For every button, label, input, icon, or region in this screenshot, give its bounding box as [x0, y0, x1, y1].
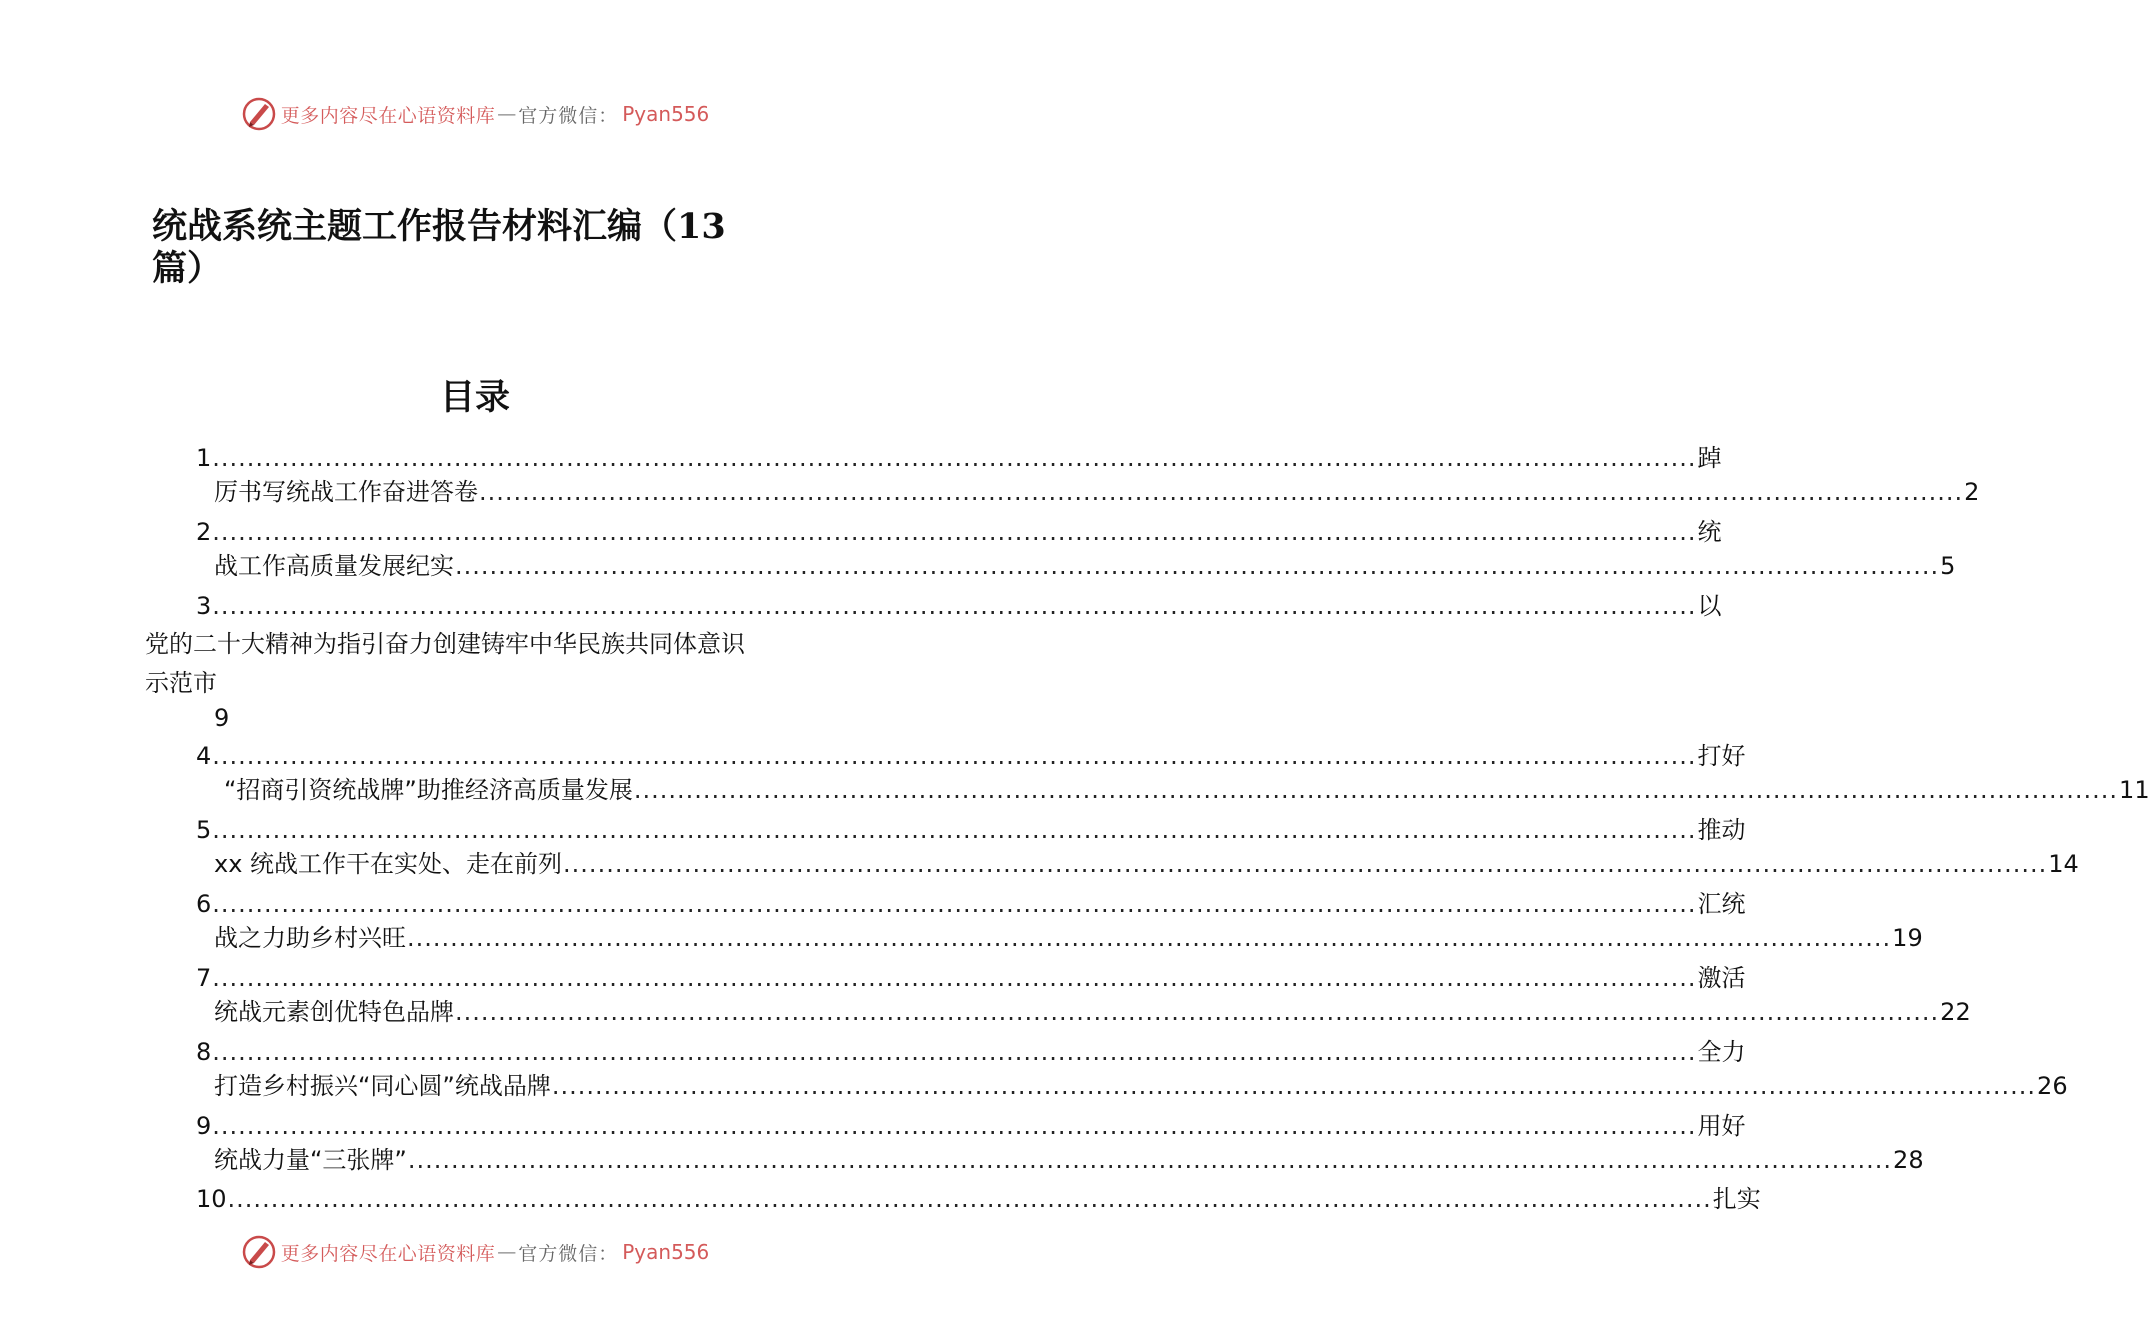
toc-item-2-line2[interactable]	[214, 549, 1956, 583]
toc-item-2-line1[interactable]	[196, 515, 1722, 549]
toc-item-page: 28	[1893, 1146, 1924, 1174]
dot-leader: ............................................................................................................................................................................	[212, 964, 1697, 992]
toc-item-title-start: 全力	[1697, 1038, 1746, 1066]
banner-text: 更多内容尽在心语资料库	[280, 1242, 496, 1265]
toc-item-1-line2[interactable]	[214, 475, 1980, 509]
banner-separator: —	[497, 1241, 517, 1263]
toc-item-page: 22	[1940, 998, 1971, 1026]
toc-item-number: 10	[196, 1185, 227, 1213]
banner-wechat-id: Pyan556	[622, 102, 710, 126]
toc-item-3-title-line3[interactable]: 示范市	[145, 669, 217, 697]
toc-item-8-line1[interactable]	[196, 1035, 1746, 1069]
dot-leader: ............................................................................................................................................................................	[407, 1146, 1893, 1174]
toc-item-number: 2	[196, 518, 212, 546]
dot-leader: ............................................................................................................................................................................	[227, 1185, 1712, 1213]
toc-item-8-line2[interactable]	[214, 1069, 2068, 1103]
toc-item-number: 4	[196, 742, 212, 770]
toc-item-4-line2[interactable]	[224, 773, 2150, 807]
toc-item-5-line1[interactable]	[196, 813, 1746, 847]
toc-item-5-line2[interactable]	[214, 847, 2079, 881]
dot-leader: ............................................................................................................................................................................	[455, 552, 1940, 580]
toc-item-9-line1[interactable]	[196, 1109, 1746, 1143]
dot-leader: ............................................................................................................................................................................	[407, 924, 1892, 952]
toc-item-3-page[interactable]: 9	[214, 704, 230, 732]
dot-leader: ............................................................................................................................................................................	[212, 816, 1697, 844]
toc-item-number: 6	[196, 890, 212, 918]
banner-wechat-label: 官方微信：	[518, 1242, 619, 1265]
toc-item-number: 8	[196, 1038, 212, 1066]
document-title-line1: 统战系统主题工作报告材料汇编（13	[152, 206, 726, 247]
toc-item-title: “招商引资统战牌”助推经济高质量发展	[224, 776, 633, 804]
toc-item-title-start: 推动	[1697, 816, 1746, 844]
toc-item-title-start: 统	[1697, 518, 1722, 546]
document-title	[152, 206, 752, 290]
toc-item-4-line1[interactable]	[196, 739, 1746, 773]
footer-watermark	[0, 1232, 950, 1272]
toc-item-title: xx 统战工作干在实处、走在前列	[214, 850, 563, 878]
dot-leader: ............................................................................................................................................................................	[212, 1038, 1697, 1066]
dot-leader: ............................................................................................................................................................................	[212, 890, 1697, 918]
banner-text: 更多内容尽在心语资料库	[280, 104, 496, 127]
toc-item-7-line1[interactable]	[196, 961, 1746, 995]
toc-item-title-start: 以	[1697, 592, 1722, 620]
toc-item-3-title-line2[interactable]: 党的二十大精神为指引奋力创建铸牢中华民族共同体意识	[145, 630, 745, 658]
dot-leader: ............................................................................................................................................................................	[212, 592, 1697, 620]
toc-item-page: 2	[1964, 478, 1980, 506]
dot-leader: ............................................................................................................................................................................	[212, 518, 1697, 546]
toc-item-6-line2[interactable]	[214, 921, 1923, 955]
toc-item-title-start: 激活	[1697, 964, 1746, 992]
toc-item-title-start: 扎实	[1712, 1185, 1761, 1213]
toc-item-title-start: 用好	[1697, 1112, 1746, 1140]
banner-separator: —	[497, 103, 517, 125]
toc-item-page: 26	[2037, 1072, 2068, 1100]
toc-heading: 目录	[439, 377, 510, 418]
toc-item-title-start: 踔	[1697, 444, 1722, 472]
dot-leader: ............................................................................................................................................................................	[479, 478, 1964, 506]
toc-item-page: 5	[1940, 552, 1956, 580]
toc-item-number: 9	[196, 1112, 212, 1140]
dot-leader: ............................................................................................................................................................................	[212, 742, 1697, 770]
toc-item-3-line1[interactable]	[196, 589, 1722, 623]
dot-leader: ............................................................................................................................................................................	[633, 776, 2119, 804]
toc-item-title: 战之力助乡村兴旺	[214, 924, 406, 952]
toc-item-1-line1[interactable]	[196, 441, 1722, 475]
toc-item-10-line1[interactable]	[196, 1182, 1761, 1216]
toc-item-number: 5	[196, 816, 212, 844]
toc-item-6-line1[interactable]	[196, 887, 1746, 921]
pen-logo-icon	[241, 1234, 277, 1270]
toc-item-title-start: 汇统	[1697, 890, 1746, 918]
toc-item-page: 19	[1892, 924, 1923, 952]
toc-item-title-start: 打好	[1697, 742, 1746, 770]
toc-item-9-line2[interactable]	[214, 1143, 1924, 1177]
pen-logo-icon	[241, 96, 277, 132]
banner-wechat-id: Pyan556	[622, 1240, 710, 1264]
header-watermark	[0, 94, 950, 134]
toc-item-title: 统战力量“三张牌”	[214, 1146, 407, 1174]
dot-leader: ............................................................................................................................................................................	[455, 998, 1940, 1026]
dot-leader: ............................................................................................................................................................................	[212, 444, 1697, 472]
toc-item-number: 7	[196, 964, 212, 992]
toc-item-number: 3	[196, 592, 212, 620]
document-title-line2: 篇）	[152, 248, 223, 289]
dot-leader: ............................................................................................................................................................................	[563, 850, 2048, 878]
toc-item-page: 11	[2119, 776, 2150, 804]
dot-leader: ............................................................................................................................................................................	[551, 1072, 2037, 1100]
dot-leader: ............................................................................................................................................................................	[212, 1112, 1697, 1140]
toc-item-7-line2[interactable]	[214, 995, 1971, 1029]
toc-item-number: 1	[196, 444, 212, 472]
toc-item-page: 14	[2048, 850, 2079, 878]
toc-item-title: 战工作高质量发展纪实	[214, 552, 454, 580]
banner-wechat-label: 官方微信：	[518, 104, 619, 127]
toc-item-title: 打造乡村振兴“同心圆”统战品牌	[214, 1072, 551, 1100]
toc-item-title: 厉书写统战工作奋进答卷	[214, 478, 478, 506]
toc-item-title: 统战元素创优特色品牌	[214, 998, 454, 1026]
